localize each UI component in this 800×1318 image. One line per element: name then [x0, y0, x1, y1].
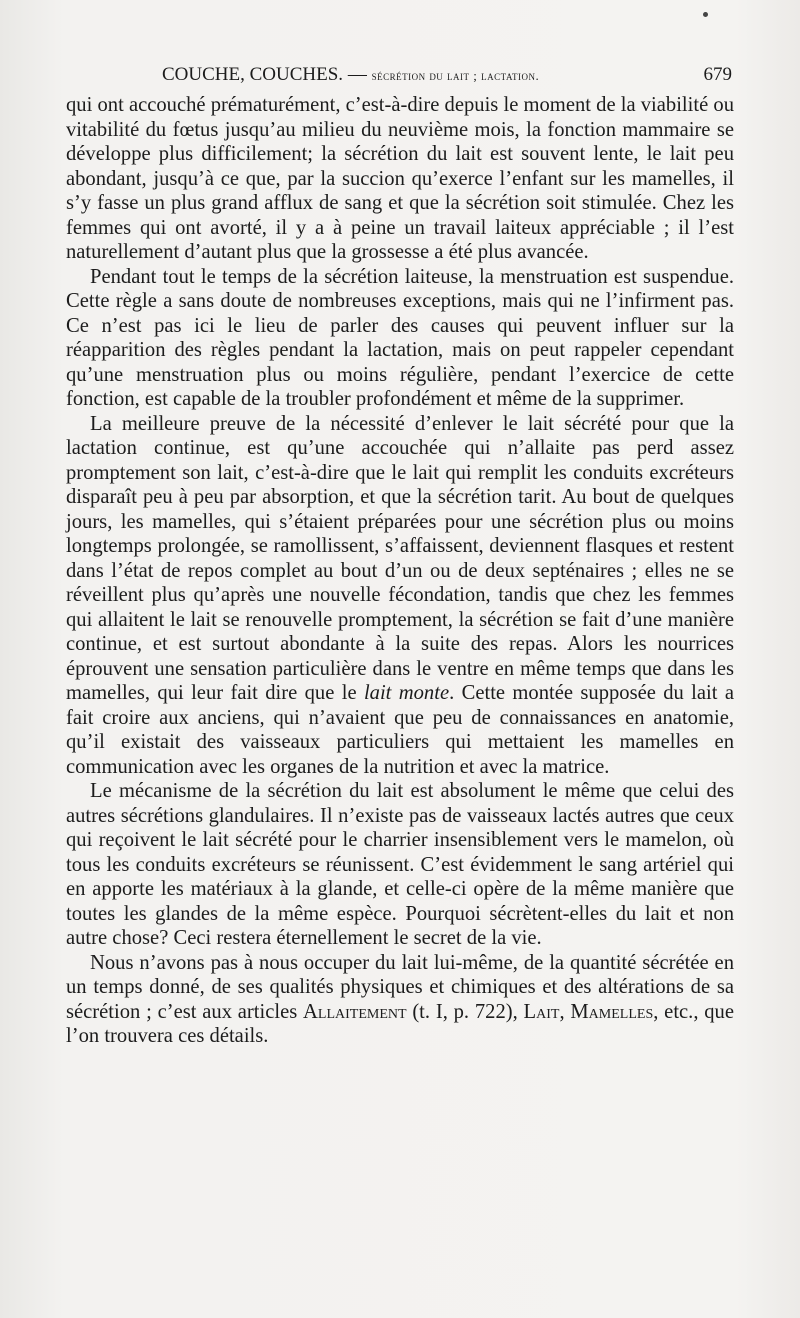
- paragraph-1: qui ont accouché prématurément, c’est-à-dire depuis le moment de la viabilité ou vitabilité du fœtus jusqu’au milieu du neuvième mois, la fonction mammaire se développe plus difficilement; la sécrétion du lait est souvent lente, le lait peu abondant, jusqu’à ce que, par la succion qu’exerce l’enfant sur les mamelles, il s’y fasse un plus grand afflux de sang et que la sécrétion soit stimulée. Chez les femmes qui ont avorté, il y a à peine un travail laiteux appréciable ; il l’est naturellement d’autant plus que la grossesse a été plus avancée.: [66, 94, 734, 263]
- paragraph-3-rest: . Cette montée supposée du lait a fait croire aux anciens, qui n’avaient que peu de connaissances en anatomie, qu’il existait des vaisseaux particuliers qui mettaient les mamelles en communication avec les organes de la nutrition et avec la matrice.: [66, 682, 734, 778]
- paragraph-5-text-b: (t. I, p. 722),: [406, 1000, 524, 1023]
- text-body: [66, 93, 734, 1049]
- lait-monte-italic: lait monte: [363, 682, 450, 704]
- ref-lait: Lait: [523, 1000, 560, 1023]
- paragraph-5: [66, 951, 734, 1049]
- running-header: [66, 62, 732, 88]
- ref-mamelles: Mamelles: [570, 1000, 654, 1023]
- header-title-main: COUCHE, COUCHES.: [162, 64, 344, 85]
- ref-allaitement: Allaitement: [303, 1000, 407, 1023]
- paragraph-5-text-c: ,: [559, 1000, 571, 1023]
- paragraph-3-text: La meilleure preuve de la nécessité d’enlever le lait sécrété pour que la lactation continue, est qu’une accouchée qui n’allaite pas perd assez promptement son lait, c’est-à-dire que le lait qui remplit les conduits excréteurs disparaît peu à peu par absorption, et que la sécrétion tarit. Au bout de quelques jours, les mamelles, qui s’étaient préparées pour une sécrétion plus ou moins longtemps prolongée, se ramollissent, s’affaissent, deviennent flasques et restent dans l’état de repos complet au bout d’un ou de deux septénaires ; elles ne se réveillent plus qu’après une nouvelle fécondation, tandis que chez les femmes qui allaitent le lait se renouvelle promptement, la sécrétion se fait d’une manière continue, et est surtout abondante à la suite des repas. Alors les nourrices éprouvent une sensation particulière dans le ventre en même temps que dans les mamelles, qui leur fait dire que le: [66, 412, 734, 704]
- paragraph-5-text-d: , etc., que l’on trouvera ces détails.: [66, 1000, 734, 1047]
- header-title-separator: —: [343, 64, 372, 85]
- page-number: 679: [703, 64, 732, 85]
- ink-dot: [703, 12, 708, 17]
- paragraph-4: Le mécanisme de la sécrétion du lait est absolument le même que celui des autres sécrétions glandulaires. Il n’existe pas de vaisseaux lactés autres que ceux qui reçoivent le lait sécrété pour le charrier insensiblement vers le mamelon, où tous les conduits excréteurs se réunissent. C’est évidemment le sang artériel qui en apporte les matériaux à la glande, et celle-ci opère de la même manière que toutes les glandes de la même espèce. Pourquoi sécrètent-elles du lait et non autre chose? Ceci restera éternellement le secret de la vie.: [66, 780, 734, 949]
- paragraph-5-text-a: Nous n’avons pas à nous occuper du lait lui-même, de la quantité sécrétée en un temps donné, de ses qualités physiques et chimiques et des altérations de sa sécrétion ; c’est aux articles: [66, 951, 734, 1023]
- paragraph-3: [66, 412, 734, 780]
- paragraph-2: Pendant tout le temps de la sécrétion laiteuse, la menstruation est suspendue. Cette règle a sans doute de nombreuses exceptions, mais qui ne l’infirment pas. Ce n’est pas ici le lieu de parler des causes qui peuvent influer sur la réapparition des règles pendant la lactation, mais on peut rappeler cependant qu’une menstruation plus ou moins régulière, pendant l’exercice de cette fonction, est capable de la troubler profondément et même de la supprimer.: [66, 265, 734, 410]
- header-title: [162, 62, 539, 89]
- header-title-sub: sécrétion du lait ; lactation.: [371, 68, 540, 83]
